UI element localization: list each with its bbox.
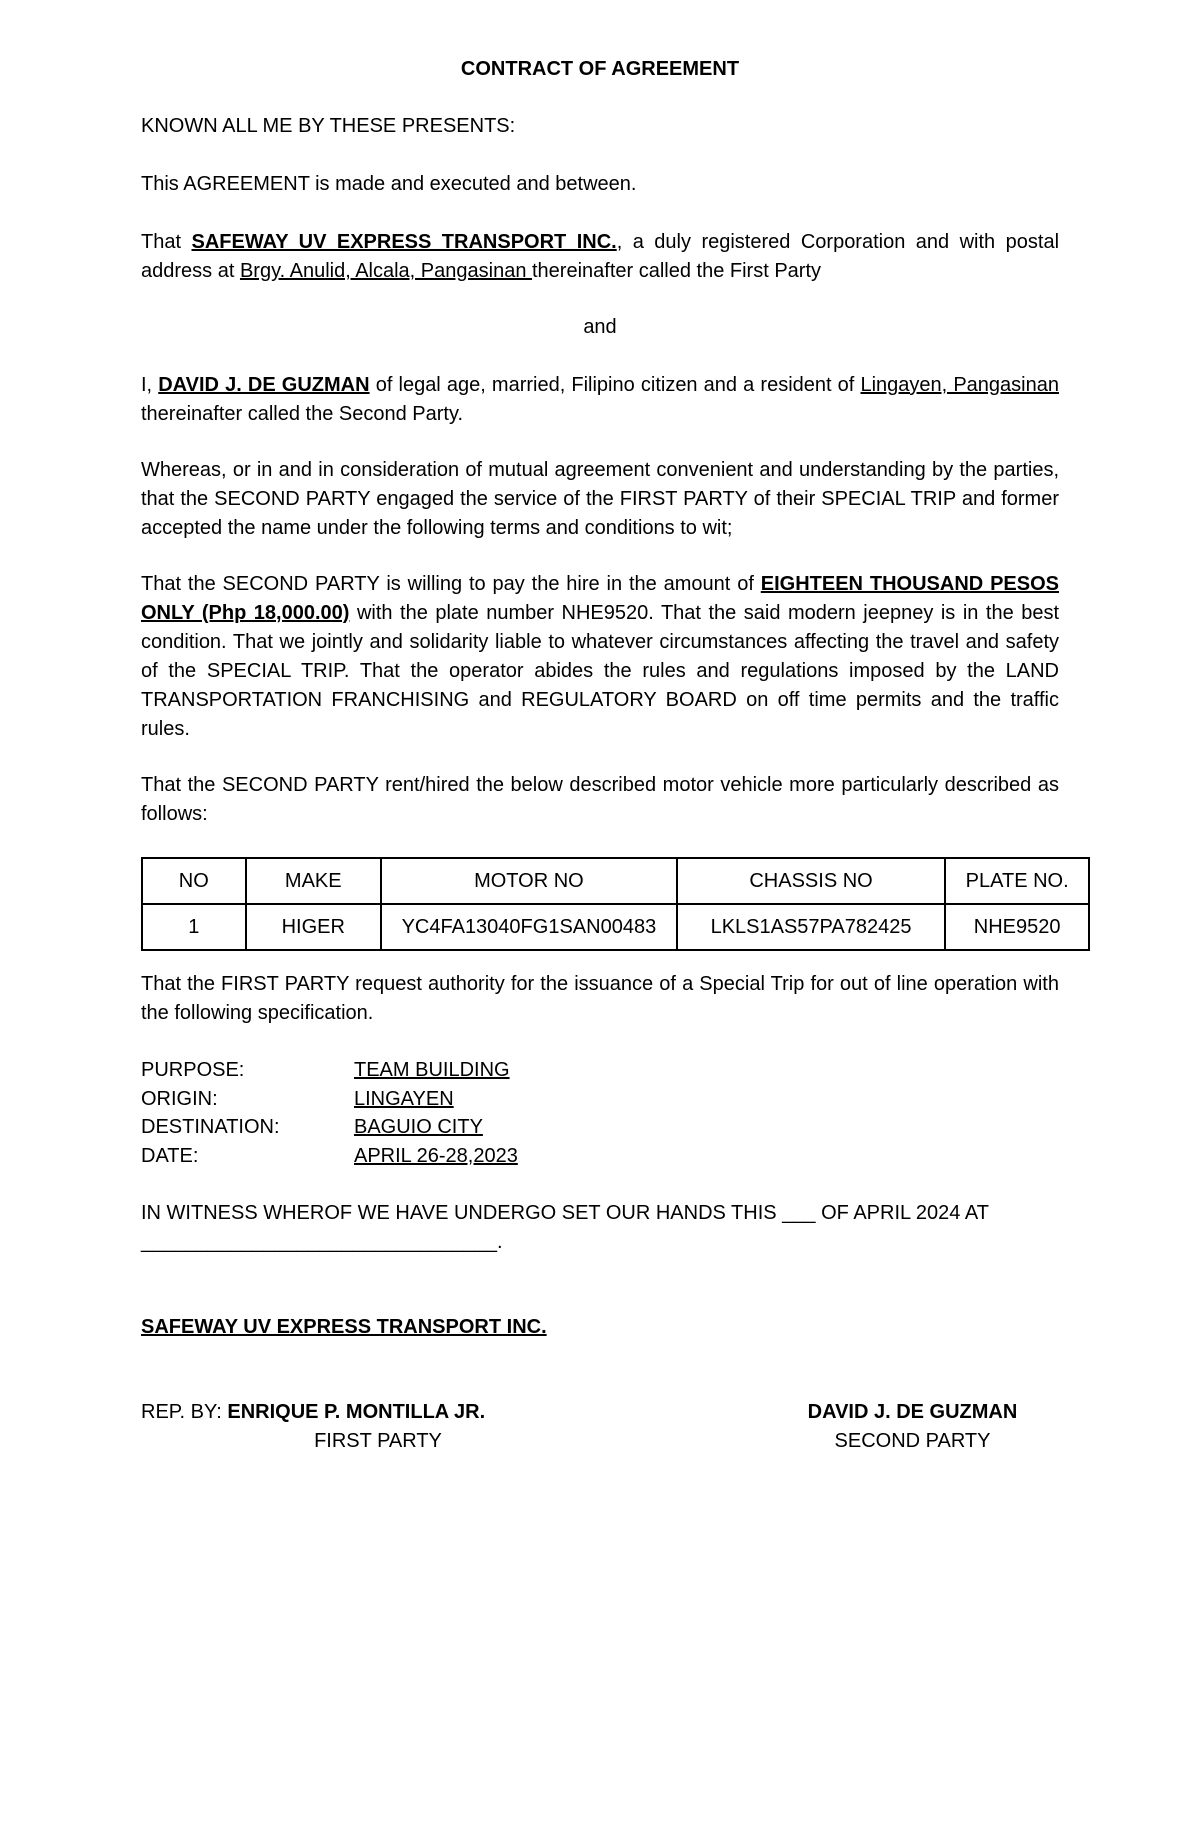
- cell-plate-no: NHE9520: [945, 904, 1089, 950]
- spec-label: DATE:: [141, 1145, 199, 1167]
- payment-paragraph: [141, 570, 1059, 744]
- first-party-paragraph: [141, 228, 1059, 286]
- second-party-paragraph: [141, 371, 1059, 429]
- header-plate-no: PLATE NO.: [945, 858, 1089, 904]
- first-party-address: Brgy. Anulid, Alcala, Pangasinan: [239, 260, 532, 282]
- payment-pre: That the SECOND PARTY is willing to pay the hire in the amount of: [141, 573, 761, 595]
- and-word: and: [583, 316, 617, 338]
- spec-label: DESTINATION:: [141, 1116, 280, 1138]
- first-party-mid: , a duly registered Corporation and with postal address at: [141, 231, 1060, 282]
- header-make: MAKE: [246, 858, 382, 904]
- spec-row-date: [141, 1142, 518, 1171]
- cell-no: 1: [142, 904, 246, 950]
- first-party-pre: That: [141, 231, 192, 253]
- opening-line: KNOWN ALL ME BY THESE PRESENTS:: [141, 115, 516, 137]
- spec-label: ORIGIN:: [141, 1088, 218, 1110]
- payment-post: with the plate number NHE9520. That the said modern jeepney is in the best condition. That we jointly and solidarity liable to whatever circumstances affecting the travel and safety of the SPECIAL TRIP. That the operator abides the rules and regulations imposed by the LAND TRANSPORTATION FRANCHISING and REGULATORY BOARD on off time permits and the traffic rules.: [141, 602, 1059, 740]
- table-row: [142, 904, 1089, 950]
- spec-row-origin: [141, 1085, 454, 1114]
- payment-amount: EIGHTEEN THOUSAND PESOS ONLY (Php 18,000.00): [141, 573, 1059, 624]
- spec-value: LINGAYEN: [354, 1088, 454, 1110]
- first-party-rep: [141, 1398, 485, 1427]
- vehicle-table-header-row: [142, 858, 1089, 904]
- second-party-post: thereinafter called the Second Party.: [141, 403, 464, 425]
- vehicle-table: [141, 857, 1090, 951]
- second-party-residence: Lingayen, Pangasinan: [860, 374, 1059, 396]
- second-party-role: SECOND PARTY: [834, 1430, 991, 1452]
- first-party-company: SAFEWAY UV EXPRESS TRANSPORT INC.: [191, 231, 617, 253]
- first-party-post: thereinafter called the First Party: [532, 260, 822, 282]
- rep-prefix: REP. BY:: [141, 1401, 228, 1423]
- whereas-paragraph: Whereas, or in and in consideration of mutual agreement convenient and understanding by the parties, that the SECOND PARTY engaged the service of the FIRST PARTY of their SPECIAL TRIP and former accepted the name under the following terms and conditions to wit;: [141, 459, 1059, 539]
- spec-value: TEAM BUILDING: [354, 1059, 510, 1081]
- spec-value: BAGUIO CITY: [354, 1116, 483, 1138]
- intro-line: This AGREEMENT is made and executed and between.: [141, 173, 637, 195]
- witness-line: IN WITNESS WHEROF WE HAVE UNDERGO SET OUR HANDS THIS ___ OF APRIL 2024 AT: [141, 1202, 989, 1224]
- company-signature-label: SAFEWAY UV EXPRESS TRANSPORT INC.: [141, 1316, 547, 1338]
- second-party-signature-name: DAVID J. DE GUZMAN: [807, 1401, 1018, 1423]
- rep-name: ENRIQUE P. MONTILLA JR.: [227, 1401, 486, 1423]
- vehicle-intro-paragraph: That the SECOND PARTY rent/hired the below described motor vehicle more particularly described as follows:: [141, 774, 1059, 825]
- second-party-name: DAVID J. DE GUZMAN: [158, 374, 370, 396]
- header-chassis-no: CHASSIS NO: [677, 858, 946, 904]
- document-title: CONTRACT OF AGREEMENT: [460, 58, 740, 80]
- header-no: NO: [142, 858, 246, 904]
- cell-chassis-no: LKLS1AS57PA782425: [677, 904, 946, 950]
- request-paragraph: That the FIRST PARTY request authority for the issuance of a Special Trip for out of line operation with the following specification.: [141, 973, 1059, 1024]
- header-motor-no: MOTOR NO: [381, 858, 677, 904]
- first-party-role: FIRST PARTY: [314, 1430, 442, 1452]
- cell-make: HIGER: [246, 904, 382, 950]
- spec-label: PURPOSE:: [141, 1059, 245, 1081]
- spec-row-purpose: [141, 1056, 510, 1085]
- second-party-mid: of legal age, married, Filipino citizen and a resident of: [369, 374, 861, 396]
- second-party-pre: I,: [141, 374, 159, 396]
- witness-place-blank: ________________________________.: [141, 1231, 503, 1253]
- spec-value: APRIL 26-28,2023: [354, 1145, 518, 1167]
- cell-motor-no: YC4FA13040FG1SAN00483: [381, 904, 677, 950]
- spec-row-destination: [141, 1113, 483, 1142]
